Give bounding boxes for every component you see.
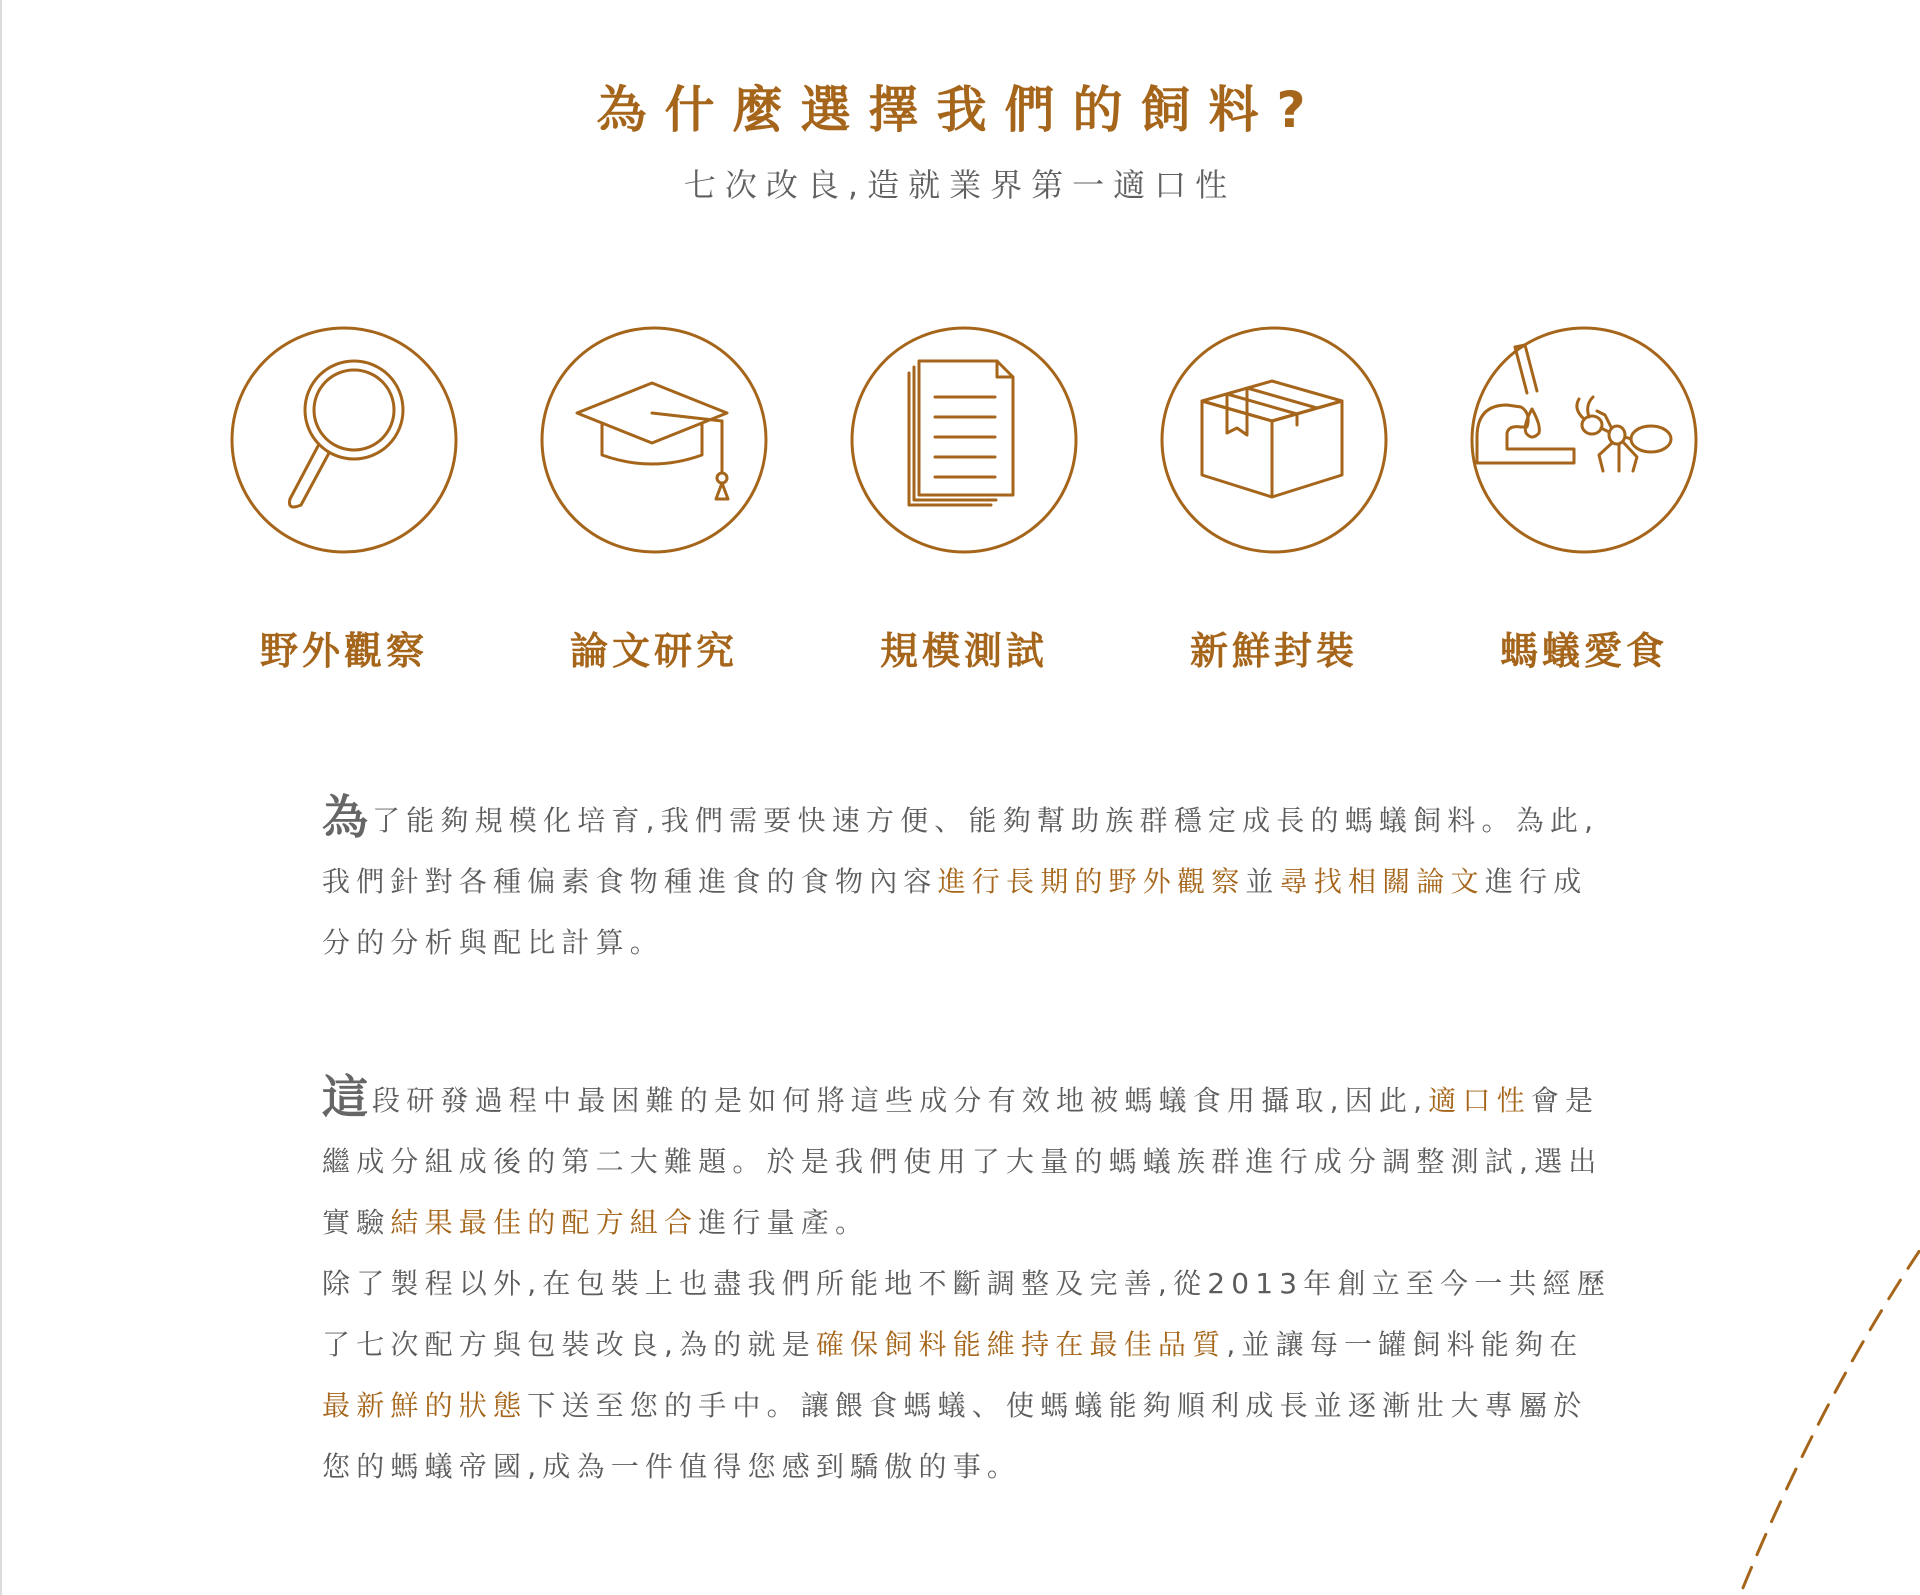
- highlight-text: 尋找相關論文: [1279, 865, 1485, 898]
- feature-label: 新鮮封裝: [1189, 629, 1358, 673]
- highlight-text: 最新鮮的狀態: [322, 1389, 528, 1422]
- left-border: [0, 0, 2, 1595]
- paragraph-packaging: [322, 1253, 1612, 1497]
- paragraph-text: 進行量產。: [698, 1206, 870, 1239]
- feature-list: [0, 325, 1920, 673]
- intro-paragraph: [322, 787, 1612, 973]
- feature-label: 論文研究: [569, 629, 738, 673]
- section-title: 為什麼選擇我們的飼料?: [596, 81, 1324, 139]
- highlight-text: 適口性: [1428, 1084, 1531, 1117]
- feature-paper-research: [539, 325, 769, 675]
- paragraph-text: 會是繼成分組成後的第二大難題。於是我們使用了大量的螞蟻族群進行成分調整測試,選出實驗: [322, 1084, 1603, 1239]
- paragraph-text: 進行成分的分析與配比計算。: [322, 865, 1588, 959]
- paragraph-text: 了能夠規模化培育,我們需要快速方便、能夠幫助族群穩定成長的螞蟻飼料。為此,我們針對各種偏素食物種進食的食物內容: [322, 804, 1600, 898]
- highlight-text: 進行長期的野外觀察: [937, 865, 1246, 898]
- paragraph-text: 除了製程以外,在包裝上也盡我們所能地不斷調整及完善,從2013年創立至今一共經歷了七次配方與包裝改良,為的就是: [322, 1267, 1612, 1361]
- paragraph-palatability: [322, 1067, 1612, 1253]
- dashed-curve-decoration: [1730, 1250, 1920, 1595]
- paragraph-research: [322, 787, 1612, 973]
- document-stack-icon: [849, 325, 1079, 555]
- feature-fresh-packaging: [1159, 325, 1389, 675]
- paragraph-text: 下送至您的手中。讓餵食螞蟻、使螞蟻能夠順利成長並逐漸壯大專屬於您的螞蟻帝國,成為一件值得您感到驕傲的事。: [322, 1389, 1588, 1483]
- paragraph-text: 段研發過程中最困難的是如何將這些成分有效地被螞蟻食用攝取,因此,: [372, 1084, 1429, 1117]
- section-subtitle: 七次改良,造就業界第一適口性: [683, 166, 1237, 204]
- feature-label: 螞蟻愛食: [1499, 629, 1668, 673]
- feature-ants-love-food: [1469, 325, 1699, 675]
- graduation-cap-icon: [539, 325, 769, 555]
- highlight-text: 確保飼料能維持在最佳品質: [815, 1328, 1227, 1361]
- drop-cap: 這: [322, 1070, 372, 1124]
- feature-scale-testing: [849, 325, 1079, 675]
- paragraph-text: 並: [1245, 865, 1280, 898]
- development-paragraphs: [322, 1067, 1612, 1497]
- package-box-icon: [1159, 325, 1389, 555]
- feature-field-observation: [229, 325, 459, 675]
- magnifier-icon: [229, 325, 459, 555]
- feature-label: 規模測試: [879, 629, 1048, 673]
- drop-cap: 為: [322, 790, 372, 844]
- highlight-text: 結果最佳的配方組合: [390, 1206, 699, 1239]
- feature-label: 野外觀察: [259, 629, 428, 673]
- ant-feeding-icon: [1469, 325, 1699, 555]
- paragraph-text: ,並讓每一罐飼料能夠在: [1226, 1328, 1584, 1361]
